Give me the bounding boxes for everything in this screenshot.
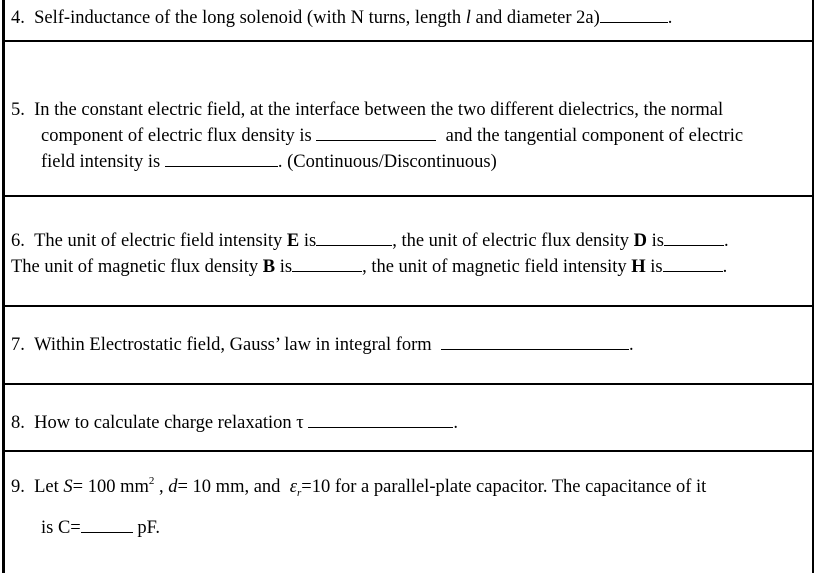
divider-1 [2, 40, 814, 42]
question-9-distance-value: = 10 mm, and [177, 477, 286, 497]
question-9-line-2 [41, 516, 160, 539]
divider-2 [2, 195, 814, 197]
question-9-area-variable: S [63, 477, 73, 497]
right-border [812, 0, 814, 573]
question-6-text-a1: The unit of electric field intensity [34, 231, 287, 251]
divider-5 [2, 450, 814, 452]
question-9-separator: , [154, 477, 169, 497]
question-6-text-b4: is [645, 257, 663, 277]
question-5-flux-blank[interactable] [316, 124, 436, 141]
question-9-text-2b: pF. [132, 518, 161, 538]
question-7 [11, 333, 634, 356]
question-9-epsilon-subscript: r [296, 487, 302, 499]
question-5-text-1: In the constant electric field, at the interface between the two different dielectrics, the normal [34, 100, 724, 120]
question-9-number: 9. [11, 477, 25, 497]
question-4-number: 4. [11, 8, 25, 28]
question-7-period: . [628, 335, 634, 355]
question-5-line-1 [11, 99, 723, 121]
question-6-line-2 [11, 255, 727, 278]
question-6-h-unit-blank[interactable] [663, 255, 723, 272]
question-6-text-b2: is [275, 257, 293, 277]
question-6-b-unit-blank[interactable] [292, 255, 362, 272]
question-5-text-2b: and the tangential component of electric [445, 126, 744, 146]
question-6-symbol-b: B [262, 257, 276, 277]
left-border [2, 0, 5, 573]
question-7-answer-blank[interactable] [441, 333, 629, 350]
question-8 [11, 411, 458, 434]
question-9-area-exponent: 2 [148, 475, 155, 487]
question-4-period: . [667, 8, 673, 28]
divider-3 [2, 305, 814, 307]
question-6-symbol-h: H [631, 257, 646, 277]
question-7-number: 7. [11, 335, 25, 355]
question-5-number: 5. [11, 100, 25, 120]
question-6-text-a4: is [647, 231, 664, 251]
question-6-text-a3: , the unit of electric flux density [392, 231, 634, 251]
question-4-text-end: and diameter 2a) [470, 8, 600, 28]
question-6-period-2: . [722, 257, 728, 277]
question-4 [11, 6, 672, 29]
divider-4 [2, 383, 814, 385]
question-6-period-1: . [724, 231, 729, 251]
question-6-number: 6. [11, 231, 25, 251]
question-4-length-variable: l [465, 8, 471, 28]
question-4-answer-blank[interactable] [600, 6, 668, 23]
question-6-e-unit-blank[interactable] [316, 229, 392, 246]
question-5-text-3b: . (Continuous/Discontinuous) [277, 152, 497, 172]
question-6-line-1 [11, 229, 729, 252]
question-5-field-blank[interactable] [165, 150, 278, 167]
question-5-text-3a: field intensity is [41, 152, 161, 172]
question-9-capacitance-blank[interactable] [81, 516, 133, 533]
question-9-line-1: 9. Let S= 100 $mm^2$ , d= 10 mm, and $\varepsilon_r=10$ for a parallel-plate capacitor. The capacitance of it [11, 475, 707, 499]
question-9-area-value: = 100 mm [72, 477, 149, 497]
question-5-line-3 [41, 150, 497, 173]
question-8-period: . [453, 413, 458, 433]
question-6-text-a2: is [299, 231, 317, 251]
question-6-text-b3: , the unit of magnetic field intensity [362, 257, 632, 277]
question-8-answer-blank[interactable] [308, 411, 453, 428]
question-9-epsilon-symbol: ε [289, 477, 297, 497]
question-6-symbol-e: E [286, 231, 300, 251]
question-9-text-2a: is C= [41, 518, 81, 538]
question-6-symbol-d: D [633, 231, 648, 251]
question-5-text-2a: component of electric flux density is [41, 126, 312, 146]
question-9-epsilon-value: =10 for a parallel-plate capacitor. The capacitance of it [301, 477, 707, 497]
question-4-text: Self-inductance of the long solenoid (with N turns, length [34, 8, 466, 28]
question-8-number: 8. [11, 413, 25, 433]
question-5-line-2 [41, 124, 743, 147]
question-8-text: How to calculate charge relaxation τ [34, 413, 304, 433]
question-6-text-b1: The unit of magnetic flux density [11, 257, 263, 277]
question-7-text: Within Electrostatic field, Gauss’ law in integral form [34, 335, 432, 355]
question-6-d-unit-blank[interactable] [664, 229, 724, 246]
question-9-distance-variable: d [168, 477, 178, 497]
